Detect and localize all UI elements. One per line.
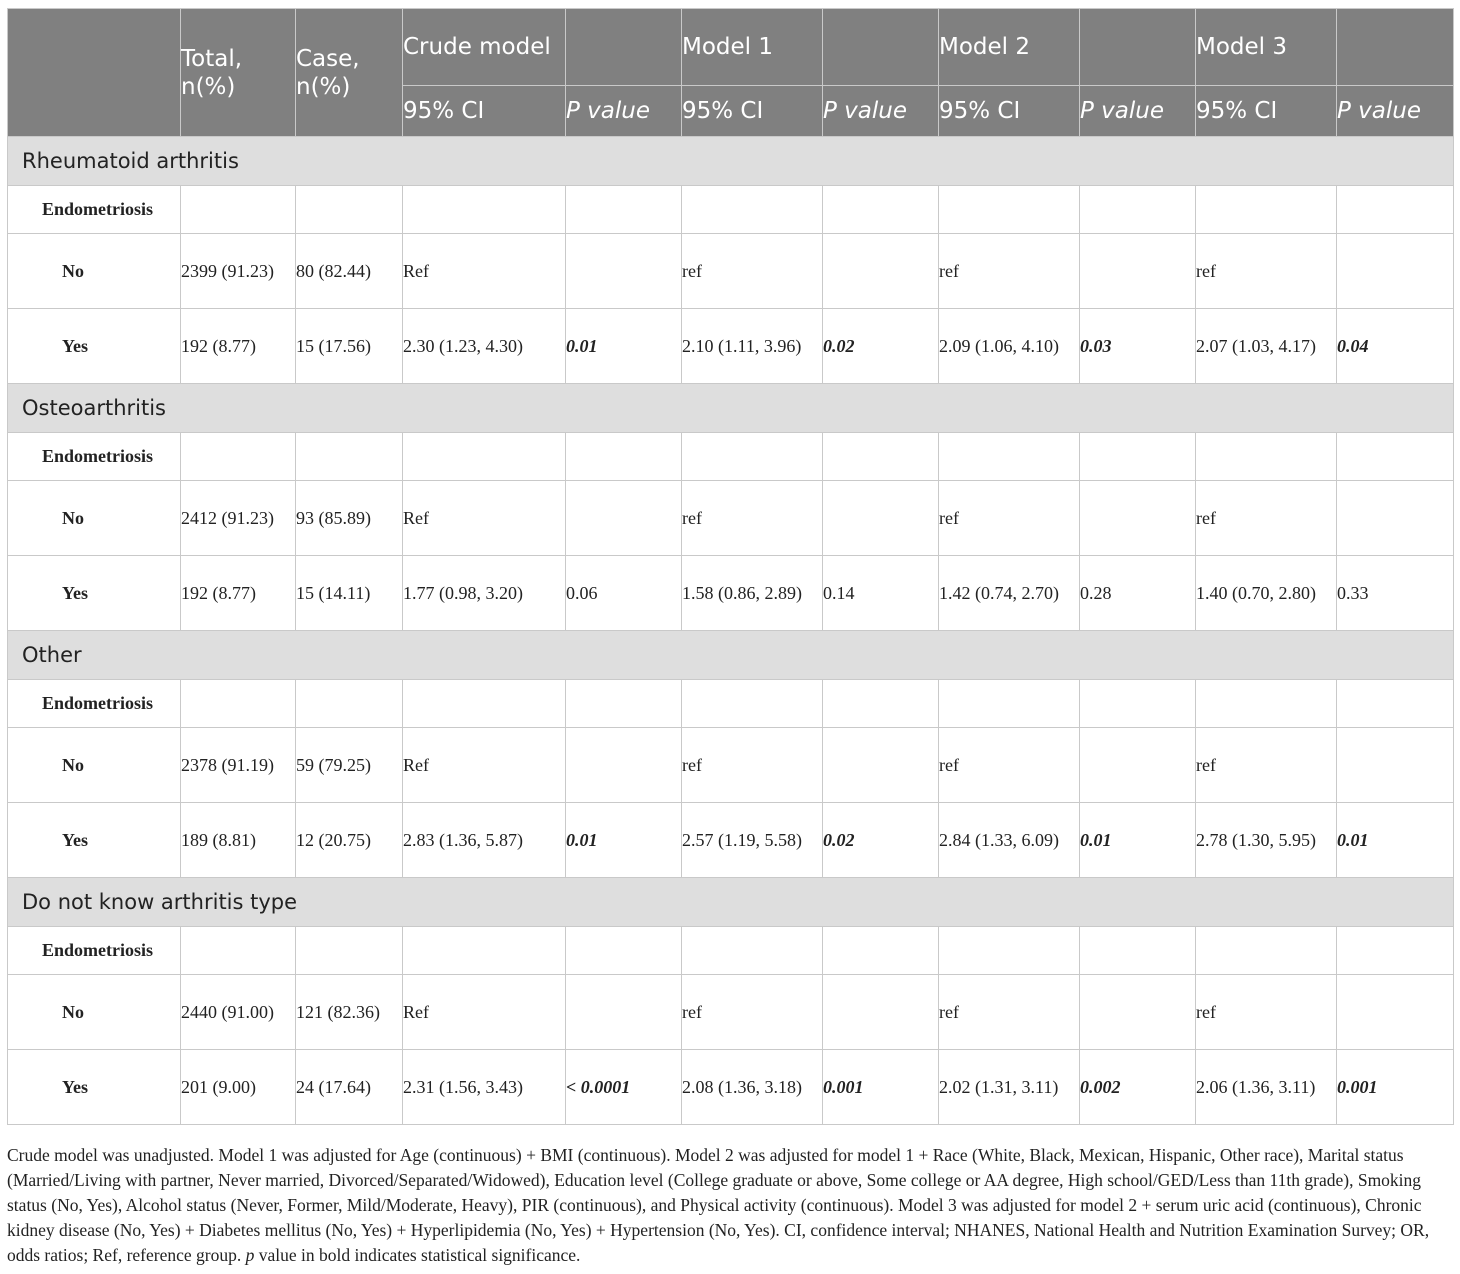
footnote-text: Crude model was unadjusted. Model 1 was adjusted for Age (continuous) + BMI (continuous). Model 2 was adjusted for model 1 + Race (White, Black, Mexican, Hispanic, Other race), Marital status (Married/Living with partner, Never married, Divorced/Separated/Widowed), Education level (College graduate or above, Some college or AA degree, High school/GED/Less than 11th grade), Smoking status (No, Yes), Alcohol status (Never, Former, Mild/Moderate, Heavy), PIR (continuous), and Physical activity (continuous). Model 3 was adjusted for model 2 + serum uric acid (continuous), Chronic kidney disease (No, Yes) + Diabetes mellitus (No, Yes) + Hyperlipidemia (No, Yes) + Hypertension (No, Yes). CI, confidence interval; NHANES, National Health and Nutrition Examination Survey; OR, odds ratios; Ref, reference group.	[7, 1145, 1430, 1265]
section-row	[8, 631, 1454, 680]
model3-p-cell	[1337, 481, 1454, 556]
empty-cell	[1196, 433, 1337, 481]
crude-p-cell: 0.01	[566, 309, 682, 384]
header-model-3: Model 3	[1196, 9, 1337, 86]
header-p-value: P value	[566, 86, 682, 137]
model3-ci-cell: 2.07 (1.03, 4.17)	[1196, 309, 1337, 384]
header-p-value: P value	[823, 86, 939, 137]
header-ci: 95% CI	[682, 86, 823, 137]
crude-p-cell	[566, 728, 682, 803]
model2-ci-cell: 2.02 (1.31, 3.11)	[939, 1050, 1080, 1125]
endometriosis-label: Endometriosis	[8, 186, 181, 234]
results-table-container	[7, 8, 1453, 1125]
crude-p-cell	[566, 975, 682, 1050]
header-blank	[8, 9, 181, 137]
case-cell: 15 (17.56)	[296, 309, 403, 384]
model3-ci-cell: 2.06 (1.36, 3.11)	[1196, 1050, 1337, 1125]
footnote-p-letter: p	[245, 1245, 255, 1265]
crude-p-cell: 0.01	[566, 803, 682, 878]
total-cell: 201 (9.00)	[181, 1050, 296, 1125]
table-row-no	[8, 728, 1454, 803]
section-title: Other	[8, 631, 1454, 680]
model3-p-cell: 0.01	[1337, 803, 1454, 878]
endometriosis-label: Endometriosis	[8, 433, 181, 481]
crude-ci-cell: Ref	[403, 481, 566, 556]
empty-cell	[823, 186, 939, 234]
model3-p-cell	[1337, 728, 1454, 803]
model2-ci-cell: ref	[939, 481, 1080, 556]
empty-cell	[939, 186, 1080, 234]
model3-ci-cell: ref	[1196, 975, 1337, 1050]
case-cell: 59 (79.25)	[296, 728, 403, 803]
table-row-yes	[8, 1050, 1454, 1125]
empty-cell	[1080, 433, 1196, 481]
table-row-yes	[8, 309, 1454, 384]
empty-cell	[296, 186, 403, 234]
crude-ci-cell: 2.30 (1.23, 4.30)	[403, 309, 566, 384]
model2-p-cell	[1080, 728, 1196, 803]
endometriosis-row	[8, 680, 1454, 728]
model2-ci-cell: ref	[939, 728, 1080, 803]
empty-cell	[1080, 186, 1196, 234]
total-cell: 2378 (91.19)	[181, 728, 296, 803]
empty-cell	[566, 680, 682, 728]
empty-cell	[1196, 927, 1337, 975]
table-header	[8, 9, 1454, 137]
crude-p-cell	[566, 234, 682, 309]
model2-p-cell: 0.002	[1080, 1050, 1196, 1125]
empty-cell	[181, 433, 296, 481]
row-label-no: No	[8, 728, 181, 803]
total-cell: 2399 (91.23)	[181, 234, 296, 309]
empty-cell	[823, 433, 939, 481]
model3-ci-cell: 1.40 (0.70, 2.80)	[1196, 556, 1337, 631]
table-row-yes	[8, 803, 1454, 878]
empty-cell	[1337, 680, 1454, 728]
empty-cell	[682, 186, 823, 234]
endometriosis-row	[8, 433, 1454, 481]
header-blank	[1337, 9, 1454, 86]
model2-p-cell: 0.03	[1080, 309, 1196, 384]
model2-ci-cell: 2.84 (1.33, 6.09)	[939, 803, 1080, 878]
empty-cell	[296, 680, 403, 728]
total-cell: 192 (8.77)	[181, 556, 296, 631]
model1-p-cell	[823, 481, 939, 556]
section-row	[8, 384, 1454, 433]
endometriosis-row	[8, 186, 1454, 234]
crude-ci-cell: 2.31 (1.56, 3.43)	[403, 1050, 566, 1125]
empty-cell	[403, 186, 566, 234]
model1-ci-cell: ref	[682, 234, 823, 309]
endometriosis-row	[8, 927, 1454, 975]
empty-cell	[181, 186, 296, 234]
header-ci: 95% CI	[1196, 86, 1337, 137]
case-cell: 24 (17.64)	[296, 1050, 403, 1125]
model2-ci-cell: ref	[939, 234, 1080, 309]
header-model-1: Model 1	[682, 9, 823, 86]
total-cell: 189 (8.81)	[181, 803, 296, 878]
section-title: Do not know arthritis type	[8, 878, 1454, 927]
case-cell: 15 (14.11)	[296, 556, 403, 631]
header-case: Case, n(%)	[296, 9, 403, 137]
row-label-yes: Yes	[8, 803, 181, 878]
endometriosis-label: Endometriosis	[8, 927, 181, 975]
model3-p-cell	[1337, 234, 1454, 309]
crude-ci-cell: 1.77 (0.98, 3.20)	[403, 556, 566, 631]
crude-ci-cell: 2.83 (1.36, 5.87)	[403, 803, 566, 878]
table-row-yes	[8, 556, 1454, 631]
empty-cell	[939, 927, 1080, 975]
footnote-significance-note: value in bold indicates statistical significance.	[258, 1245, 581, 1265]
case-cell: 93 (85.89)	[296, 481, 403, 556]
empty-cell	[403, 433, 566, 481]
section-row	[8, 878, 1454, 927]
header-ci: 95% CI	[403, 86, 566, 137]
empty-cell	[296, 927, 403, 975]
model1-p-cell	[823, 975, 939, 1050]
empty-cell	[1080, 927, 1196, 975]
empty-cell	[181, 927, 296, 975]
header-total: Total, n(%)	[181, 9, 296, 137]
model1-p-cell: 0.02	[823, 803, 939, 878]
model1-ci-cell: ref	[682, 481, 823, 556]
total-cell: 192 (8.77)	[181, 309, 296, 384]
header-crude-model: Crude model	[403, 9, 566, 86]
crude-ci-cell: Ref	[403, 975, 566, 1050]
empty-cell	[1337, 186, 1454, 234]
empty-cell	[682, 927, 823, 975]
case-cell: 121 (82.36)	[296, 975, 403, 1050]
model3-p-cell: 0.001	[1337, 1050, 1454, 1125]
crude-ci-cell: Ref	[403, 728, 566, 803]
header-ci: 95% CI	[939, 86, 1080, 137]
model3-p-cell: 0.04	[1337, 309, 1454, 384]
header-blank	[1080, 9, 1196, 86]
model2-p-cell: 0.28	[1080, 556, 1196, 631]
section-title: Osteoarthritis	[8, 384, 1454, 433]
table-row-no	[8, 975, 1454, 1050]
empty-cell	[682, 680, 823, 728]
model3-ci-cell: ref	[1196, 728, 1337, 803]
empty-cell	[403, 680, 566, 728]
model1-ci-cell: 1.58 (0.86, 2.89)	[682, 556, 823, 631]
empty-cell	[939, 680, 1080, 728]
section-title: Rheumatoid arthritis	[8, 137, 1454, 186]
case-cell: 12 (20.75)	[296, 803, 403, 878]
model1-ci-cell: ref	[682, 728, 823, 803]
empty-cell	[566, 433, 682, 481]
empty-cell	[1337, 927, 1454, 975]
model1-p-cell	[823, 234, 939, 309]
model1-p-cell	[823, 728, 939, 803]
crude-p-cell: < 0.0001	[566, 1050, 682, 1125]
empty-cell	[1196, 680, 1337, 728]
empty-cell	[682, 433, 823, 481]
row-label-yes: Yes	[8, 556, 181, 631]
case-cell: 80 (82.44)	[296, 234, 403, 309]
table-footnote	[7, 1143, 1453, 1268]
model1-p-cell: 0.02	[823, 309, 939, 384]
model2-ci-cell: ref	[939, 975, 1080, 1050]
row-label-no: No	[8, 234, 181, 309]
empty-cell	[403, 927, 566, 975]
header-p-value: P value	[1080, 86, 1196, 137]
empty-cell	[1337, 433, 1454, 481]
model3-ci-cell: ref	[1196, 481, 1337, 556]
empty-cell	[296, 433, 403, 481]
row-label-yes: Yes	[8, 309, 181, 384]
header-p-value: P value	[1337, 86, 1454, 137]
model3-ci-cell: ref	[1196, 234, 1337, 309]
empty-cell	[566, 927, 682, 975]
header-model-2: Model 2	[939, 9, 1080, 86]
total-cell: 2440 (91.00)	[181, 975, 296, 1050]
model3-p-cell	[1337, 975, 1454, 1050]
total-cell: 2412 (91.23)	[181, 481, 296, 556]
row-label-no: No	[8, 481, 181, 556]
table-row-no	[8, 481, 1454, 556]
crude-p-cell	[566, 481, 682, 556]
table-row-no	[8, 234, 1454, 309]
empty-cell	[823, 927, 939, 975]
model2-ci-cell: 1.42 (0.74, 2.70)	[939, 556, 1080, 631]
model1-p-cell: 0.14	[823, 556, 939, 631]
empty-cell	[823, 680, 939, 728]
crude-ci-cell: Ref	[403, 234, 566, 309]
empty-cell	[939, 433, 1080, 481]
row-label-yes: Yes	[8, 1050, 181, 1125]
model2-p-cell	[1080, 481, 1196, 556]
model3-ci-cell: 2.78 (1.30, 5.95)	[1196, 803, 1337, 878]
empty-cell	[1080, 680, 1196, 728]
model2-p-cell: 0.01	[1080, 803, 1196, 878]
model2-p-cell	[1080, 975, 1196, 1050]
model1-ci-cell: ref	[682, 975, 823, 1050]
model1-ci-cell: 2.08 (1.36, 3.18)	[682, 1050, 823, 1125]
model1-p-cell: 0.001	[823, 1050, 939, 1125]
model2-ci-cell: 2.09 (1.06, 4.10)	[939, 309, 1080, 384]
endometriosis-label: Endometriosis	[8, 680, 181, 728]
section-row	[8, 137, 1454, 186]
empty-cell	[566, 186, 682, 234]
results-table	[7, 8, 1454, 1125]
header-blank	[823, 9, 939, 86]
empty-cell	[181, 680, 296, 728]
model3-p-cell: 0.33	[1337, 556, 1454, 631]
crude-p-cell: 0.06	[566, 556, 682, 631]
header-blank	[566, 9, 682, 86]
empty-cell	[1196, 186, 1337, 234]
model1-ci-cell: 2.10 (1.11, 3.96)	[682, 309, 823, 384]
model1-ci-cell: 2.57 (1.19, 5.58)	[682, 803, 823, 878]
model2-p-cell	[1080, 234, 1196, 309]
table-body	[8, 137, 1454, 1125]
row-label-no: No	[8, 975, 181, 1050]
